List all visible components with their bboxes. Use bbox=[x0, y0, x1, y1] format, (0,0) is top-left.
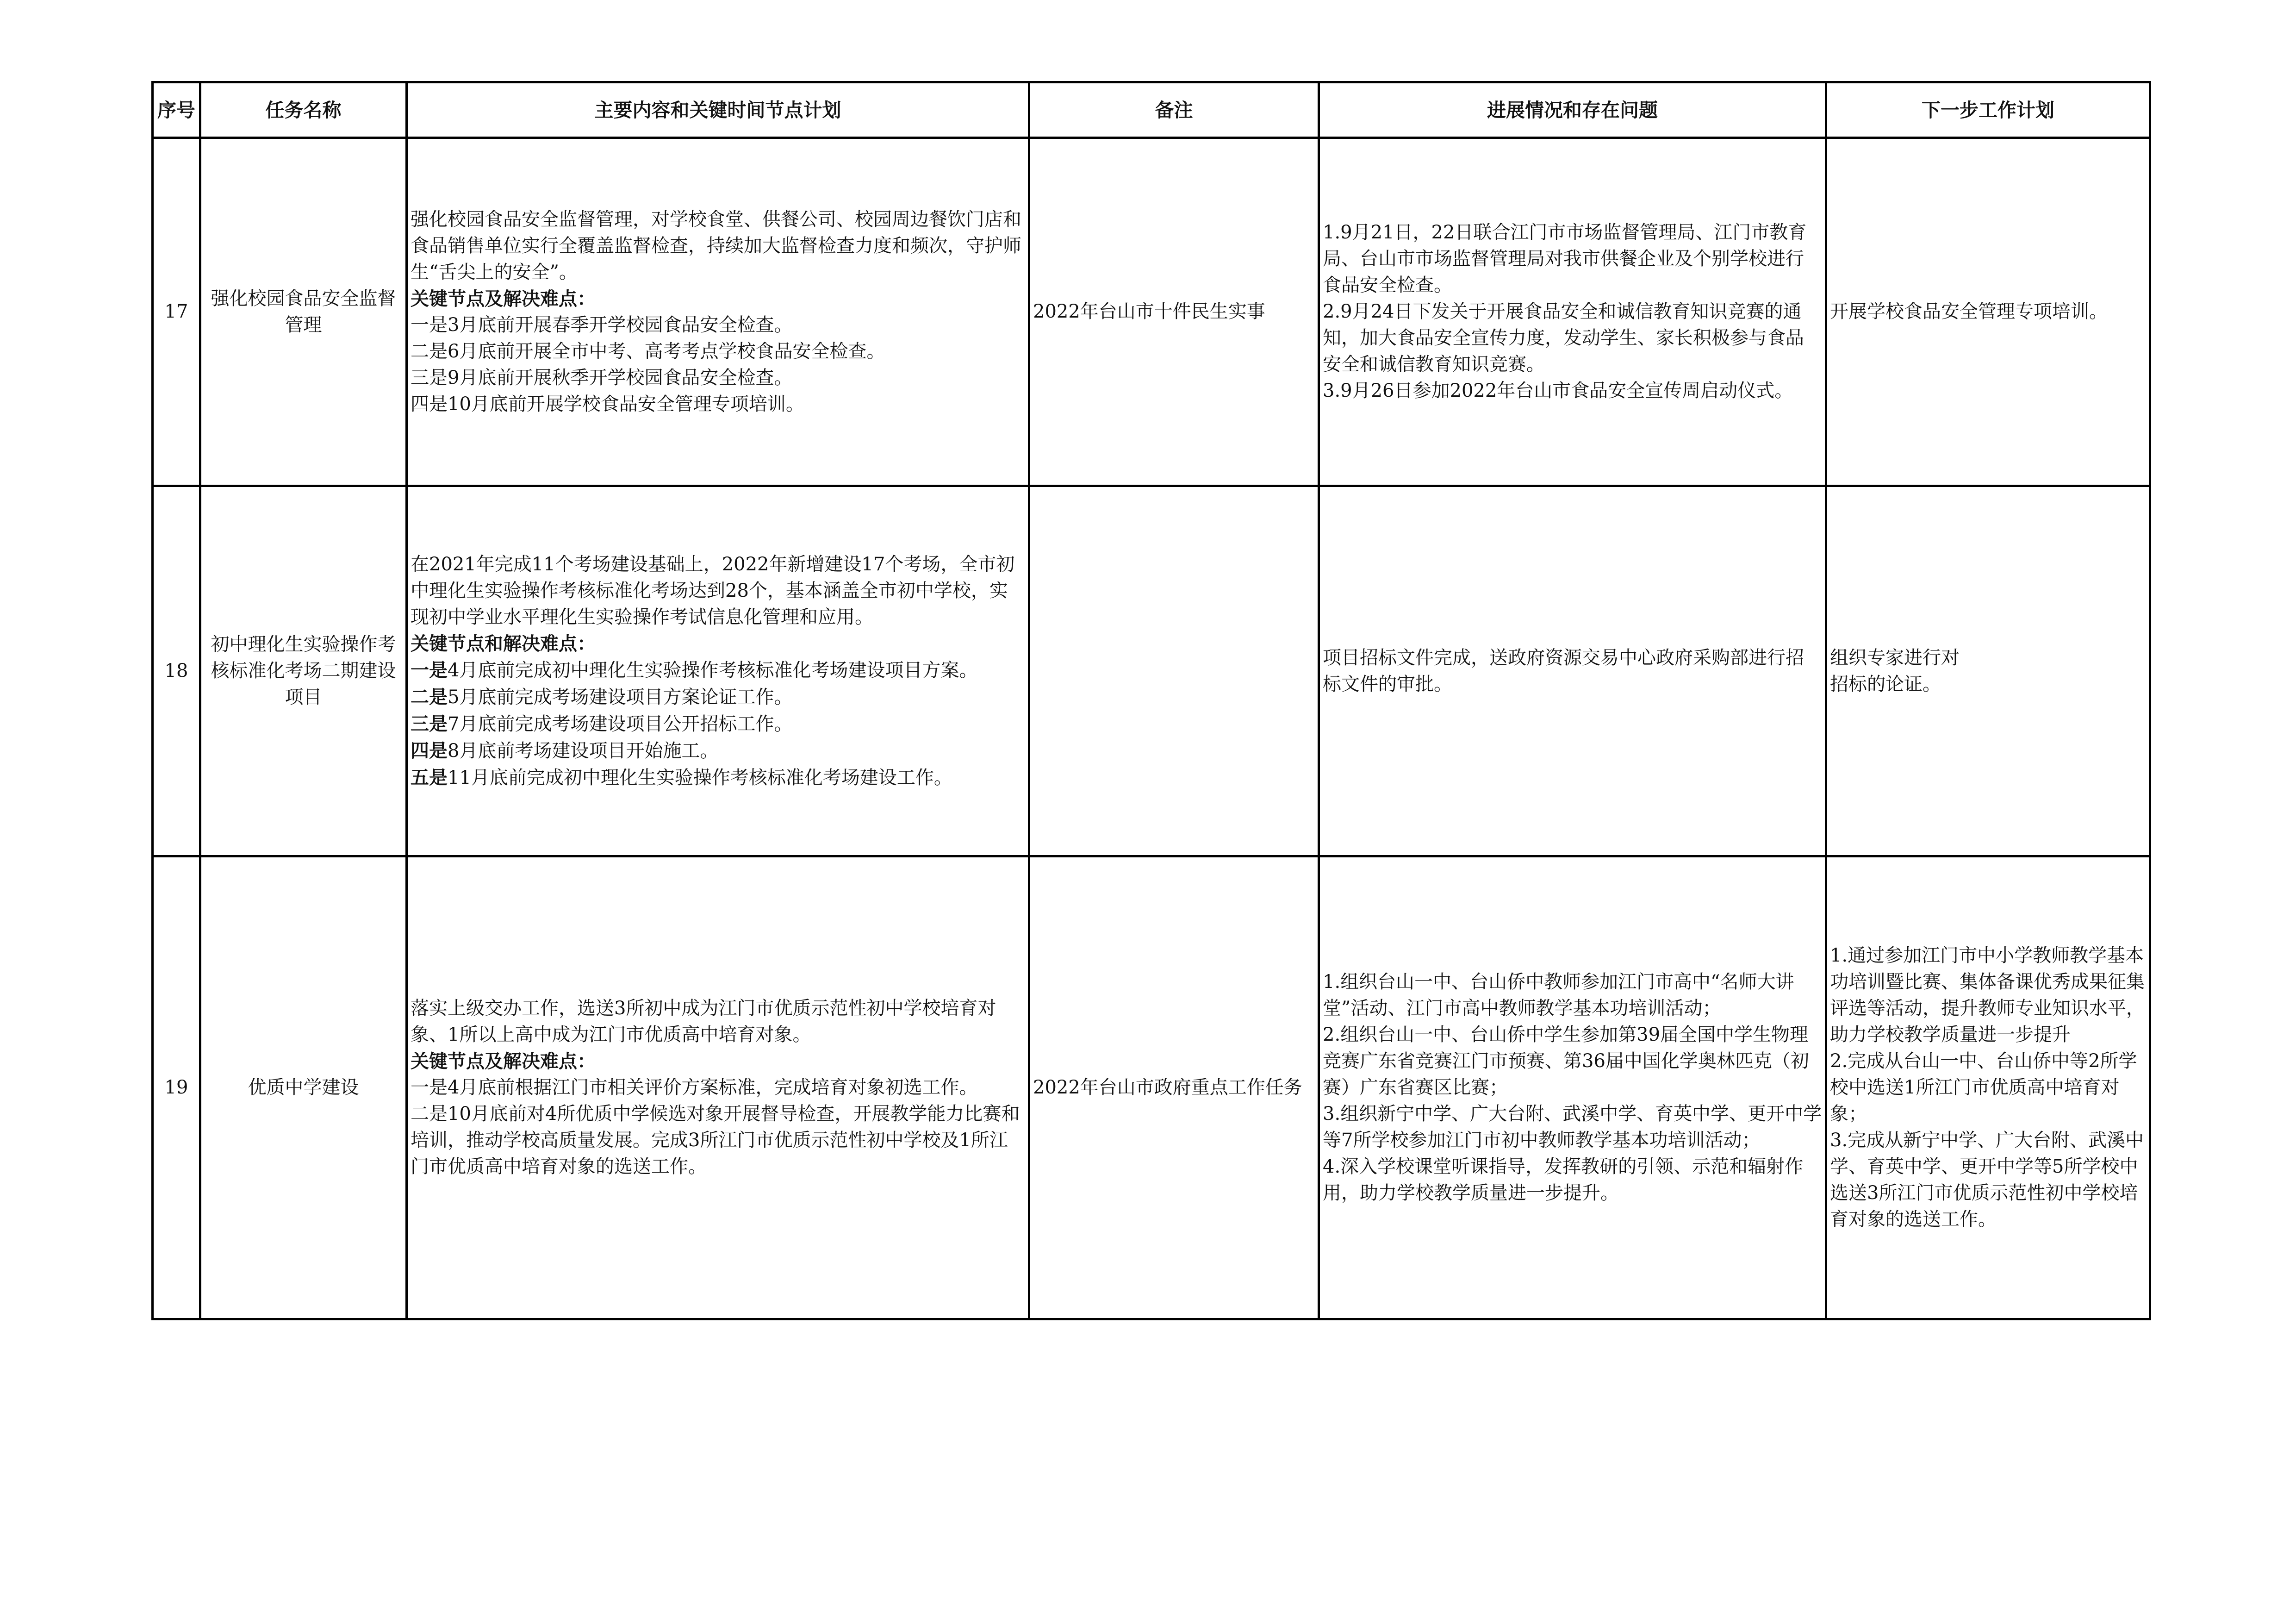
table-row bbox=[153, 138, 2150, 486]
header-progress: 进展情况和存在问题 bbox=[1319, 82, 1826, 138]
header-next: 下一步工作计划 bbox=[1826, 82, 2150, 138]
plan-item-lead: 一是 bbox=[411, 659, 448, 681]
next-plan bbox=[1826, 856, 2150, 1319]
plan-item-text: 11月底前完成初中理化生实验操作考核标准化考场建设工作。 bbox=[448, 767, 952, 788]
task-name: 初中理化生实验操作考核标准化考场二期建设项目 bbox=[200, 486, 407, 856]
plan-item bbox=[411, 684, 1025, 711]
plan-item: 一是3月底前开展春季开学校园食品安全检查。 bbox=[411, 314, 793, 336]
progress-item: 3.组织新宁中学、广大台附、武溪中学、育英中学、更开中学等7所学校参加江门市初中教师教学基本功培训活动； bbox=[1323, 1103, 1822, 1151]
header-row bbox=[153, 82, 2150, 138]
content-plan bbox=[407, 486, 1029, 856]
plan-item-lead: 二是 bbox=[411, 686, 448, 708]
progress-item: 2.组织台山一中、台山侨中学生参加第39届全国中学生物理竞赛广东省竞赛江门市预赛、第36届中国化学奥林匹克（初赛）广东省赛区比赛； bbox=[1323, 1024, 1809, 1098]
table-row bbox=[153, 486, 2150, 856]
progress bbox=[1319, 486, 1826, 856]
row-number: 18 bbox=[153, 486, 200, 856]
next-item: 组织专家进行对 bbox=[1830, 647, 1960, 668]
row-number: 17 bbox=[153, 138, 200, 486]
progress-item: 3.9月26日参加2022年台山市食品安全宣传周启动仪式。 bbox=[1323, 380, 1793, 401]
plan-item: 二是10月底前对4所优质中学候选对象开展督导检查，开展教学能力比赛和培训，推动学校高质量发展。完成3所江门市优质示范性初中学校及1所江门市优质高中培育对象的选送工作。 bbox=[411, 1103, 1020, 1177]
next-item: 招标的论证。 bbox=[1830, 673, 1941, 695]
progress-item: 1.9月21日，22日联合江门市市场监督管理局、江门市教育局、台山市市场监督管理局对我市供餐企业及个别学校进行食品安全检查。 bbox=[1323, 222, 1807, 296]
plan-item: 一是4月底前根据江门市相关评价方案标准，完成培育对象初选工作。 bbox=[411, 1077, 978, 1098]
task-name: 优质中学建设 bbox=[200, 856, 407, 1319]
plan-item: 二是6月底前开展全市中考、高考考点学校食品安全检查。 bbox=[411, 340, 885, 362]
plan-item bbox=[411, 657, 1025, 684]
plan-item bbox=[411, 737, 1025, 764]
remark bbox=[1029, 486, 1319, 856]
plan-item-text: 4月底前完成初中理化生实验操作考核标准化考场建设项目方案。 bbox=[448, 659, 978, 681]
task-name: 强化校园食品安全监督管理 bbox=[200, 138, 407, 486]
next-plan bbox=[1826, 486, 2150, 856]
next-item: 1.通过参加江门市中小学教师教学基本功培训暨比赛、集体备课优秀成果征集评选等活动，提升教师专业知识水平，助力学校教学质量进一步提升 bbox=[1830, 945, 2145, 1045]
row-number: 19 bbox=[153, 856, 200, 1319]
header-num: 序号 bbox=[153, 82, 200, 138]
header-content: 主要内容和关键时间节点计划 bbox=[407, 82, 1029, 138]
plan-item: 四是10月底前开展学校食品安全管理专项培训。 bbox=[411, 393, 804, 415]
remark: 2022年台山市政府重点工作任务 bbox=[1029, 856, 1319, 1319]
key-points-heading: 关键节点及解决难点： bbox=[411, 287, 596, 310]
plan-item-lead: 四是 bbox=[411, 739, 448, 762]
progress-item: 项目招标文件完成，送政府资源交易中心政府采购部进行招标文件的审批。 bbox=[1323, 647, 1804, 695]
content-plan bbox=[407, 856, 1029, 1319]
progress bbox=[1319, 138, 1826, 486]
plan-item-text: 7月底前完成考场建设项目公开招标工作。 bbox=[448, 713, 793, 735]
plan-item-lead: 三是 bbox=[411, 712, 448, 735]
progress bbox=[1319, 856, 1826, 1319]
task-progress-table bbox=[151, 81, 2151, 1320]
plan-item bbox=[411, 764, 1025, 791]
next-plan bbox=[1826, 138, 2150, 486]
next-item: 开展学校食品安全管理专项培训。 bbox=[1830, 301, 2108, 322]
progress-item: 4.深入学校课堂听课指导，发挥教研的引领、示范和辐射作用，助力学校教学质量进一步提升。 bbox=[1323, 1156, 1804, 1204]
content-plan bbox=[407, 138, 1029, 486]
plan-item: 三是9月底前开展秋季开学校园食品安全检查。 bbox=[411, 367, 793, 388]
key-points-heading: 关键节点和解决难点： bbox=[411, 632, 596, 655]
content-intro: 在2021年完成11个考场建设基础上，2022年新增建设17个考场，全市初中理化生实验操作考核标准化考场达到28个，基本涵盖全市初中学校，实现初中学业水平理化生实验操作考试信息化管理和应用。 bbox=[411, 553, 1015, 628]
plan-item-text: 8月底前考场建设项目开始施工。 bbox=[448, 740, 719, 762]
plan-item bbox=[411, 711, 1025, 737]
table-row bbox=[153, 856, 2150, 1319]
next-item: 3.完成从新宁中学、广大台附、武溪中学、育英中学、更开中学等5所学校中选送3所江门市优质示范性初中学校培育对象的选送工作。 bbox=[1830, 1130, 2144, 1230]
plan-item-lead: 五是 bbox=[411, 766, 448, 788]
progress-item: 1.组织台山一中、台山侨中教师参加江门市高中“名师大讲堂”活动、江门市高中教师教学基本功培训活动； bbox=[1323, 971, 1794, 1019]
content-intro: 强化校园食品安全监督管理，对学校食堂、供餐公司、校园周边餐饮门店和食品销售单位实行全覆盖监督检查，持续加大监督检查力度和频次，守护师生“舌尖上的安全”。 bbox=[411, 208, 1021, 283]
content-intro: 落实上级交办工作，选送3所初中成为江门市优质示范性初中学校培育对象、1所以上高中成为江门市优质高中培育对象。 bbox=[411, 998, 996, 1045]
next-item: 2.完成从台山一中、台山侨中等2所学校中选送1所江门市优质高中培育对象； bbox=[1830, 1050, 2137, 1124]
progress-item: 2.9月24日下发关于开展食品安全和诚信教育知识竞赛的通知，加大食品安全宣传力度，发动学生、家长积极参与食品安全和诚信教育知识竞赛。 bbox=[1323, 301, 1804, 375]
header-remark: 备注 bbox=[1029, 82, 1319, 138]
remark: 2022年台山市十件民生实事 bbox=[1029, 138, 1319, 486]
plan-item-text: 5月底前完成考场建设项目方案论证工作。 bbox=[448, 686, 793, 708]
key-points-heading: 关键节点及解决难点： bbox=[411, 1050, 596, 1072]
header-task: 任务名称 bbox=[200, 82, 407, 138]
